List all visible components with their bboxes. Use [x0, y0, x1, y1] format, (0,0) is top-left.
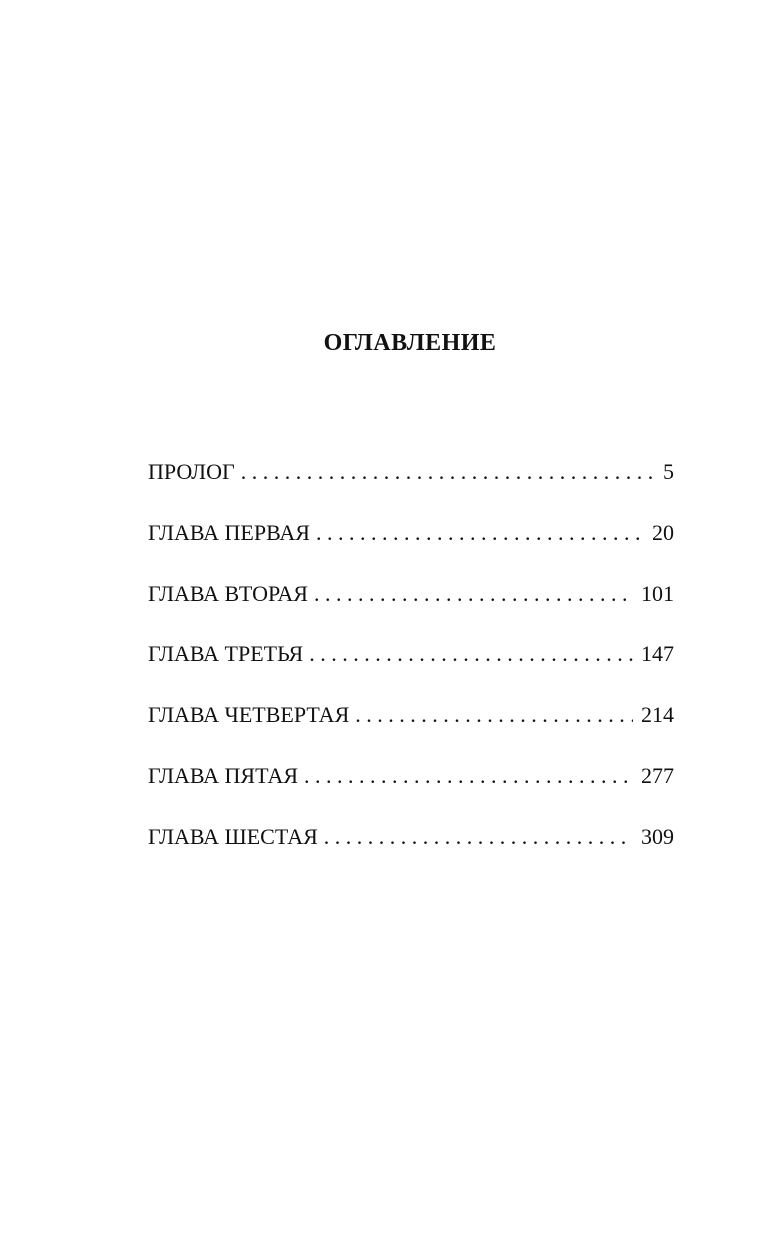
toc-entry-chapter-2	[148, 580, 674, 641]
dot-leader	[304, 762, 633, 790]
toc-entry-page-number: 214	[641, 702, 674, 728]
toc-entry-page-number: 147	[641, 641, 674, 667]
toc-entry-label: ГЛАВА ПЯТАЯ	[148, 762, 299, 788]
dot-leader	[241, 458, 655, 486]
dot-leader	[316, 519, 644, 547]
toc-entry-page-number: 5	[663, 459, 674, 484]
dot-leader	[324, 823, 633, 851]
toc-entry-page-number: 101	[641, 580, 674, 606]
dot-leader	[309, 640, 633, 668]
toc-entry-chapter-1	[148, 519, 674, 580]
toc-entry-label: ГЛАВА ПЕРВАЯ	[148, 519, 310, 545]
toc-entry-page-number: 277	[641, 762, 674, 788]
toc-entry-page-number: 20	[652, 519, 674, 545]
table-of-contents	[148, 458, 674, 884]
toc-entry-page-number: 309	[641, 823, 674, 849]
toc-entry-label: ПРОЛОГ	[148, 459, 235, 484]
toc-entry-label: ГЛАВА ВТОРАЯ	[148, 580, 308, 606]
toc-entry-prologue	[148, 458, 674, 519]
toc-entry-label: ГЛАВА ШЕСТАЯ	[148, 823, 318, 849]
toc-entry-chapter-5	[148, 762, 674, 823]
toc-entry-chapter-6	[148, 823, 674, 884]
toc-entry-chapter-4	[148, 701, 674, 762]
toc-entry-chapter-3	[148, 640, 674, 701]
toc-heading: ОГЛАВЛЕНИЕ	[323, 330, 497, 356]
toc-entry-label: ГЛАВА ЧЕТВЕРТАЯ	[148, 702, 350, 728]
dot-leader	[314, 580, 633, 608]
dot-leader	[355, 701, 633, 729]
toc-entry-label: ГЛАВА ТРЕТЬЯ	[148, 641, 304, 667]
